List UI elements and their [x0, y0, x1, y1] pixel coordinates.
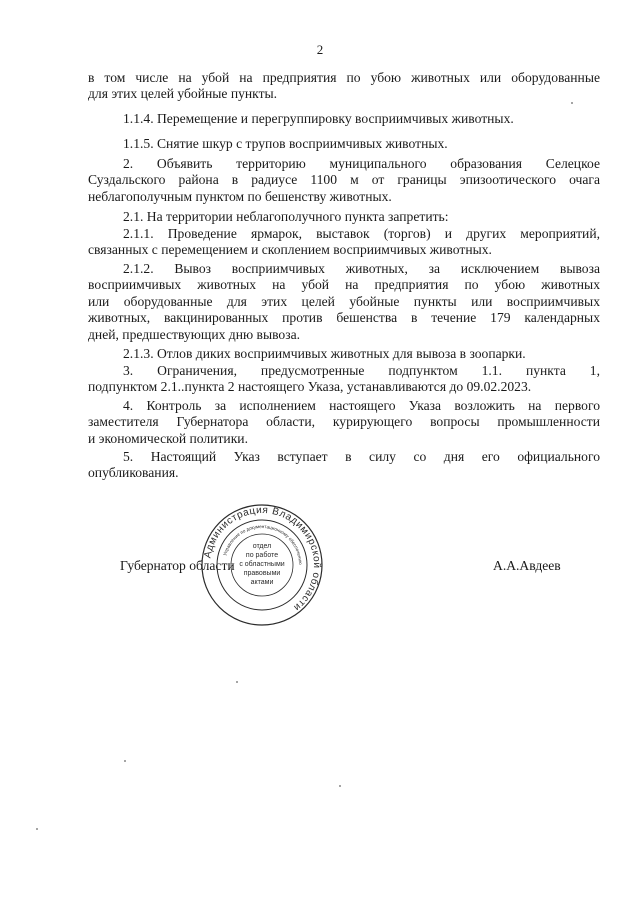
text-line: и экономической политики.	[88, 430, 248, 446]
signature-title: Губернатор области	[120, 558, 235, 573]
official-stamp	[200, 503, 324, 627]
stamp-inner-ring-text: Управление по документационному обеспечению	[222, 523, 304, 565]
text-line: дней, предшествующих дню вывоза.	[88, 326, 301, 342]
item-2-1: 2.1. На территории неблагополучного пункта запретить:	[123, 209, 449, 224]
stamp-center-line: актами	[250, 579, 274, 586]
text-line: подпунктом 2.1..пункта 2 настоящего Указа, устанавливаются до 09.02.2023.	[88, 379, 532, 395]
scan-speck	[339, 785, 341, 787]
scan-speck	[236, 681, 238, 683]
text-line: 3. Ограничения, предусмотренные подпунктом 1.1. пункта 1,	[123, 363, 600, 378]
text-line: для этих целей убойные пункты.	[88, 86, 278, 102]
item-2	[88, 156, 600, 205]
text-line: заместителя Губернатора области, курирующего вопросы промышленности	[88, 414, 600, 430]
item-2-1-1	[88, 226, 600, 259]
item-2-1-2	[88, 261, 600, 343]
item-5	[88, 449, 600, 482]
item-1-1-4: 1.1.4. Перемещение и перегруппировку восприимчивых животных.	[123, 111, 514, 126]
text-line: 4. Контроль за исполнением настоящего Указа возложить на первого	[123, 398, 600, 413]
stamp-center-line: правовыми	[243, 570, 281, 577]
text-line: 2.1.1. Проведение ярмарок, выставок (торгов) и других мероприятий,	[123, 226, 600, 241]
text-line: 2. Объявить территорию муниципального образования Селецкое	[123, 156, 600, 171]
text-line: опубликования.	[88, 465, 179, 481]
scan-speck	[571, 102, 573, 104]
text-line: связанных с перемещением и скоплением восприимчивых животных.	[88, 242, 492, 258]
stamp-ring-text: Администрация Владимирской области	[202, 504, 323, 614]
stamp-center-line: с областными	[239, 561, 285, 568]
text-line: неблагополучным пунктом по бешенству животных.	[88, 188, 392, 204]
item-1-1-5: 1.1.5. Снятие шкур с трупов восприимчивых животных.	[123, 136, 448, 151]
signature-name: А.А.Авдеев	[493, 558, 561, 573]
stamp-center-line: отдел	[252, 543, 272, 550]
page-number: 2	[316, 42, 324, 57]
text-line: животных, вакцинированных против бешенства в течение 179 календарных	[88, 310, 600, 326]
text-line: Суздальского района в радиусе 1100 м от границы эпизоотического очага	[88, 172, 600, 188]
text-line: восприимчивых животных на убой на предприятия по убою животных	[88, 277, 600, 293]
scan-speck	[124, 760, 126, 762]
text-line: или оборудованные для этих целей убойные пункты или восприимчивых	[88, 293, 600, 309]
item-4	[88, 398, 600, 447]
text-line: в том числе на убой на предприятия по убою животных или оборудованные	[88, 70, 600, 85]
stamp-center-line: по работе	[245, 552, 279, 559]
item-2-1-3: 2.1.3. Отлов диких восприимчивых животных для вывоза в зоопарки.	[123, 346, 526, 361]
scan-speck	[36, 828, 38, 830]
item-3	[88, 363, 600, 396]
paragraph-intro	[88, 70, 600, 103]
text-line: 5. Настоящий Указ вступает в силу со дня его официального	[123, 449, 600, 464]
text-line: 2.1.2. Вывоз восприимчивых животных, за исключением вывоза	[123, 261, 600, 276]
